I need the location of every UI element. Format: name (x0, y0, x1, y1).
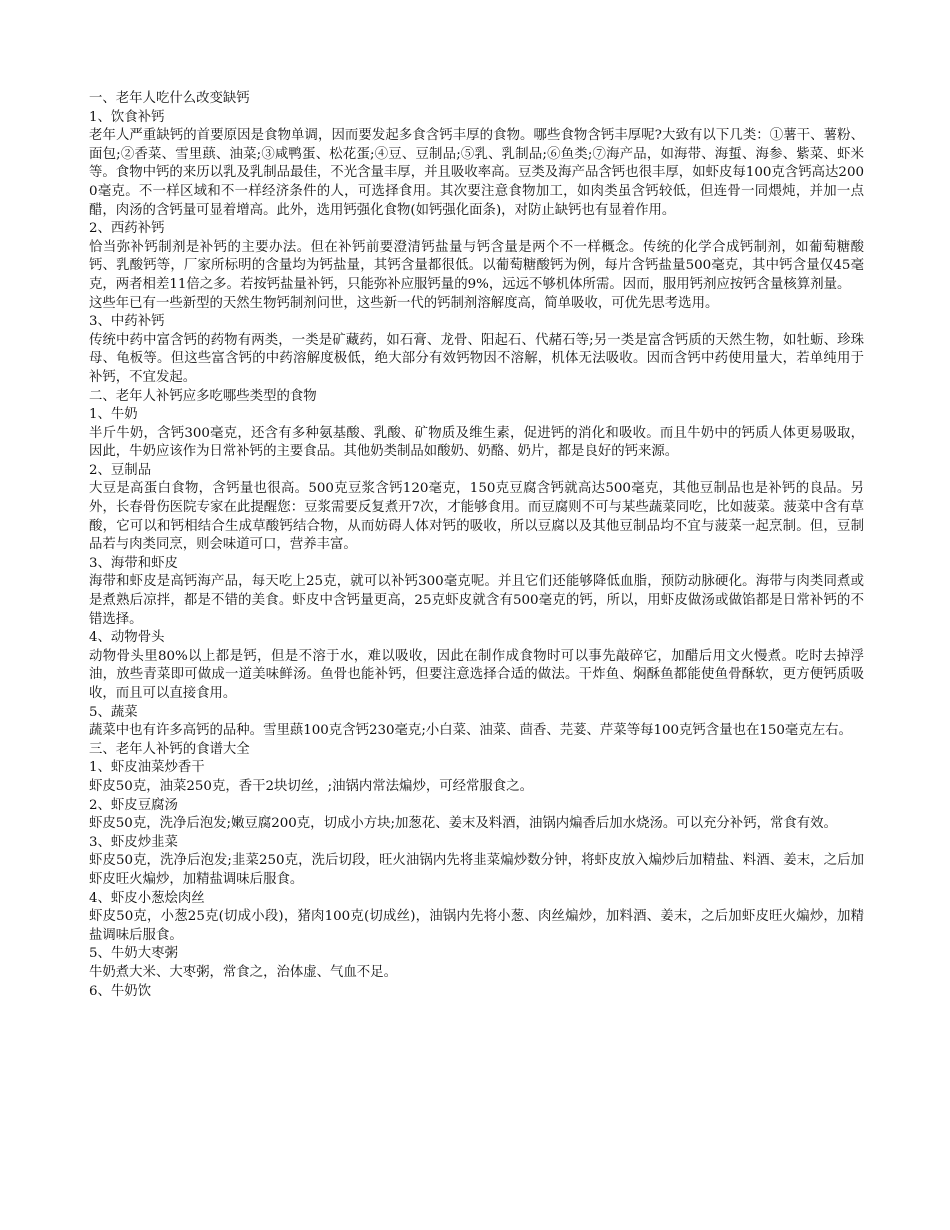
section-heading: 1、牛奶 (89, 407, 138, 423)
section-heading: 4、虾皮小葱烩肉丝 (89, 890, 205, 906)
body-paragraph: 虾皮50克，洗净后泡发;韭菜250克，洗后切段，旺火油锅内先将韭菜煸炒数分钟，将虾皮放入煸炒后加精盐、料酒、姜末，之后加虾皮旺火煸炒，加精盐调味后服食。 (89, 853, 864, 887)
body-paragraph: 老年人严重缺钙的首要原因是食物单调，因而要发起多食含钙丰厚的食物。哪些食物含钙丰厚呢?大致有以下几类：①薯干、薯粉、面包;②香菜、雪里蕻、油菜;③咸鸭蛋、松花蛋;④豆、豆制品;⑤乳、乳制品;⑥鱼类;⑦海产品，如海带、海蜇、海参、紫菜、虾米等。食物中钙的来历以乳及乳制品最佳，不光含量丰厚，并且吸收率高。豆类及海产品含钙也很丰厚，如虾皮每100克含钙高达2000毫克。不一样区域和不一样经济条件的人，可选择食用。其次要注意食物加工，如肉类虽含钙较低，但连骨一同煨炖，并加一点醋，肉汤的含钙量可显着增高。此外，选用钙强化食物(如钙强化面条)，对防止缺钙也有显着作用。 (89, 128, 864, 218)
section-heading: 1、饮食补钙 (89, 109, 165, 125)
section-heading: 二、老年人补钙应多吃哪些类型的食物 (89, 388, 317, 404)
body-paragraph: 动物骨头里80%以上都是钙，但是不溶于水，难以吸收，因此在制作成食物时可以事先敲碎它，加醋后用文火慢煮。吃时去掉浮油，放些青菜即可做成一道美味鲜汤。鱼骨也能补钙，但要注意选择合适的做法。干炸鱼、焖酥鱼都能使鱼骨酥软，更方便钙质吸收，而且可以直接食用。 (89, 648, 864, 701)
body-paragraph: 牛奶煮大米、大枣粥，常食之，治体虚、气血不足。 (89, 964, 397, 980)
section-heading: 一、老年人吃什么改变缺钙 (89, 91, 250, 106)
section-heading: 2、虾皮豆腐汤 (89, 797, 178, 813)
body-paragraph: 半斤牛奶，含钙300毫克，还含有多种氨基酸、乳酸、矿物质及维生素，促进钙的消化和吸收。而且牛奶中的钙质人体更易吸取，因此，牛奶应该作为日常补钙的主要食品。其他奶类制品如酸奶、奶酪、奶片，都是良好的钙来源。 (89, 425, 864, 460)
document-body (89, 90, 864, 1001)
body-paragraph: 这些年已有一些新型的天然生物钙制剂问世，这些新一代的钙制剂溶解度高，简单吸收，可优先思考选用。 (89, 295, 719, 311)
body-paragraph: 海带和虾皮是高钙海产品，每天吃上25克，就可以补钙300毫克呢。并且它们还能够降低血脂，预防动脉硬化。海带与肉类同煮或是煮熟后凉拌，都是不错的美食。虾皮中含钙量更高，25克虾皮就含有500毫克的钙，所以，用虾皮做汤或做馅都是日常补钙的不错选择。 (89, 574, 864, 627)
section-heading: 三、老年人补钙的食谱大全 (89, 741, 250, 757)
section-heading: 1、虾皮油菜炒香干 (89, 760, 205, 776)
body-paragraph: 恰当弥补钙制剂是补钙的主要办法。但在补钙前要澄清钙盐量与钙含量是两个不一样概念。传统的化学合成钙制剂，如葡萄糖酸钙、乳酸钙等，厂家所标明的含量均为钙盐量，其钙含量都很低。以葡萄糖酸钙为例，每片含钙盐量500毫克，其中钙含量仅45毫克，两者相差11倍之多。若按钙盐量补钙，只能弥补应服钙量的9%，远远不够机体所需。因而，服用钙剂应按钙含量核算剂量。 (89, 239, 864, 292)
section-heading: 5、牛奶大枣粥 (89, 946, 178, 962)
section-heading: 4、动物骨头 (89, 630, 165, 646)
section-heading: 3、虾皮炒韭菜 (89, 834, 178, 850)
body-paragraph: 虾皮50克，油菜250克，香干2块切丝，;油锅内常法煸炒，可经常服食之。 (89, 778, 533, 794)
body-paragraph: 传统中药中富含钙的药物有两类，一类是矿藏药，如石膏、龙骨、阳起石、代赭石等;另一类是富含钙质的天然生物，如牡蛎、珍珠母、龟板等。但这些富含钙的中药溶解度极低，绝大部分有效钙物因不溶解，机体无法吸收。因而含钙中药使用量大，若单纯用于补钙，不宜发起。 (89, 332, 864, 385)
section-heading: 3、海带和虾皮 (89, 555, 178, 571)
section-heading: 2、豆制品 (89, 462, 152, 478)
body-paragraph: 大豆是高蛋白食物，含钙量也很高。500克豆浆含钙120毫克，150克豆腐含钙就高达500毫克，其他豆制品也是补钙的良品。另外，长春骨伤医院专家在此提醒您：豆浆需要反复煮开7次，才能够食用。而豆腐则不可与某些蔬菜同吃，比如菠菜。菠菜中含有草酸，它可以和钙相结合生成草酸钙结合物，从而妨碍人体对钙的吸收，所以豆腐以及其他豆制品均不宜与菠菜一起烹制。但，豆制品若与肉类同烹，则会味道可口，营养丰富。 (89, 481, 864, 553)
body-paragraph: 虾皮50克，小葱25克(切成小段)，猪肉100克(切成丝)，油锅内先将小葱、肉丝煸炒，加料酒、姜末，之后加虾皮旺火煸炒，加精盐调味后服食。 (89, 909, 864, 943)
section-heading: 3、中药补钙 (89, 314, 165, 330)
section-heading: 5、蔬菜 (89, 704, 138, 720)
section-heading: 6、牛奶饮 (89, 983, 152, 999)
section-heading: 2、西药补钙 (89, 221, 165, 237)
body-paragraph: 虾皮50克，洗净后泡发;嫩豆腐200克，切成小方块;加葱花、姜末及料酒，油锅内煸香后加水烧汤。可以充分补钙，常食有效。 (89, 816, 837, 832)
body-paragraph: 蔬菜中也有许多高钙的品种。雪里蕻100克含钙230毫克;小白菜、油菜、茴香、芫荽、芹菜等每100克钙含量也在150毫克左右。 (89, 723, 852, 739)
